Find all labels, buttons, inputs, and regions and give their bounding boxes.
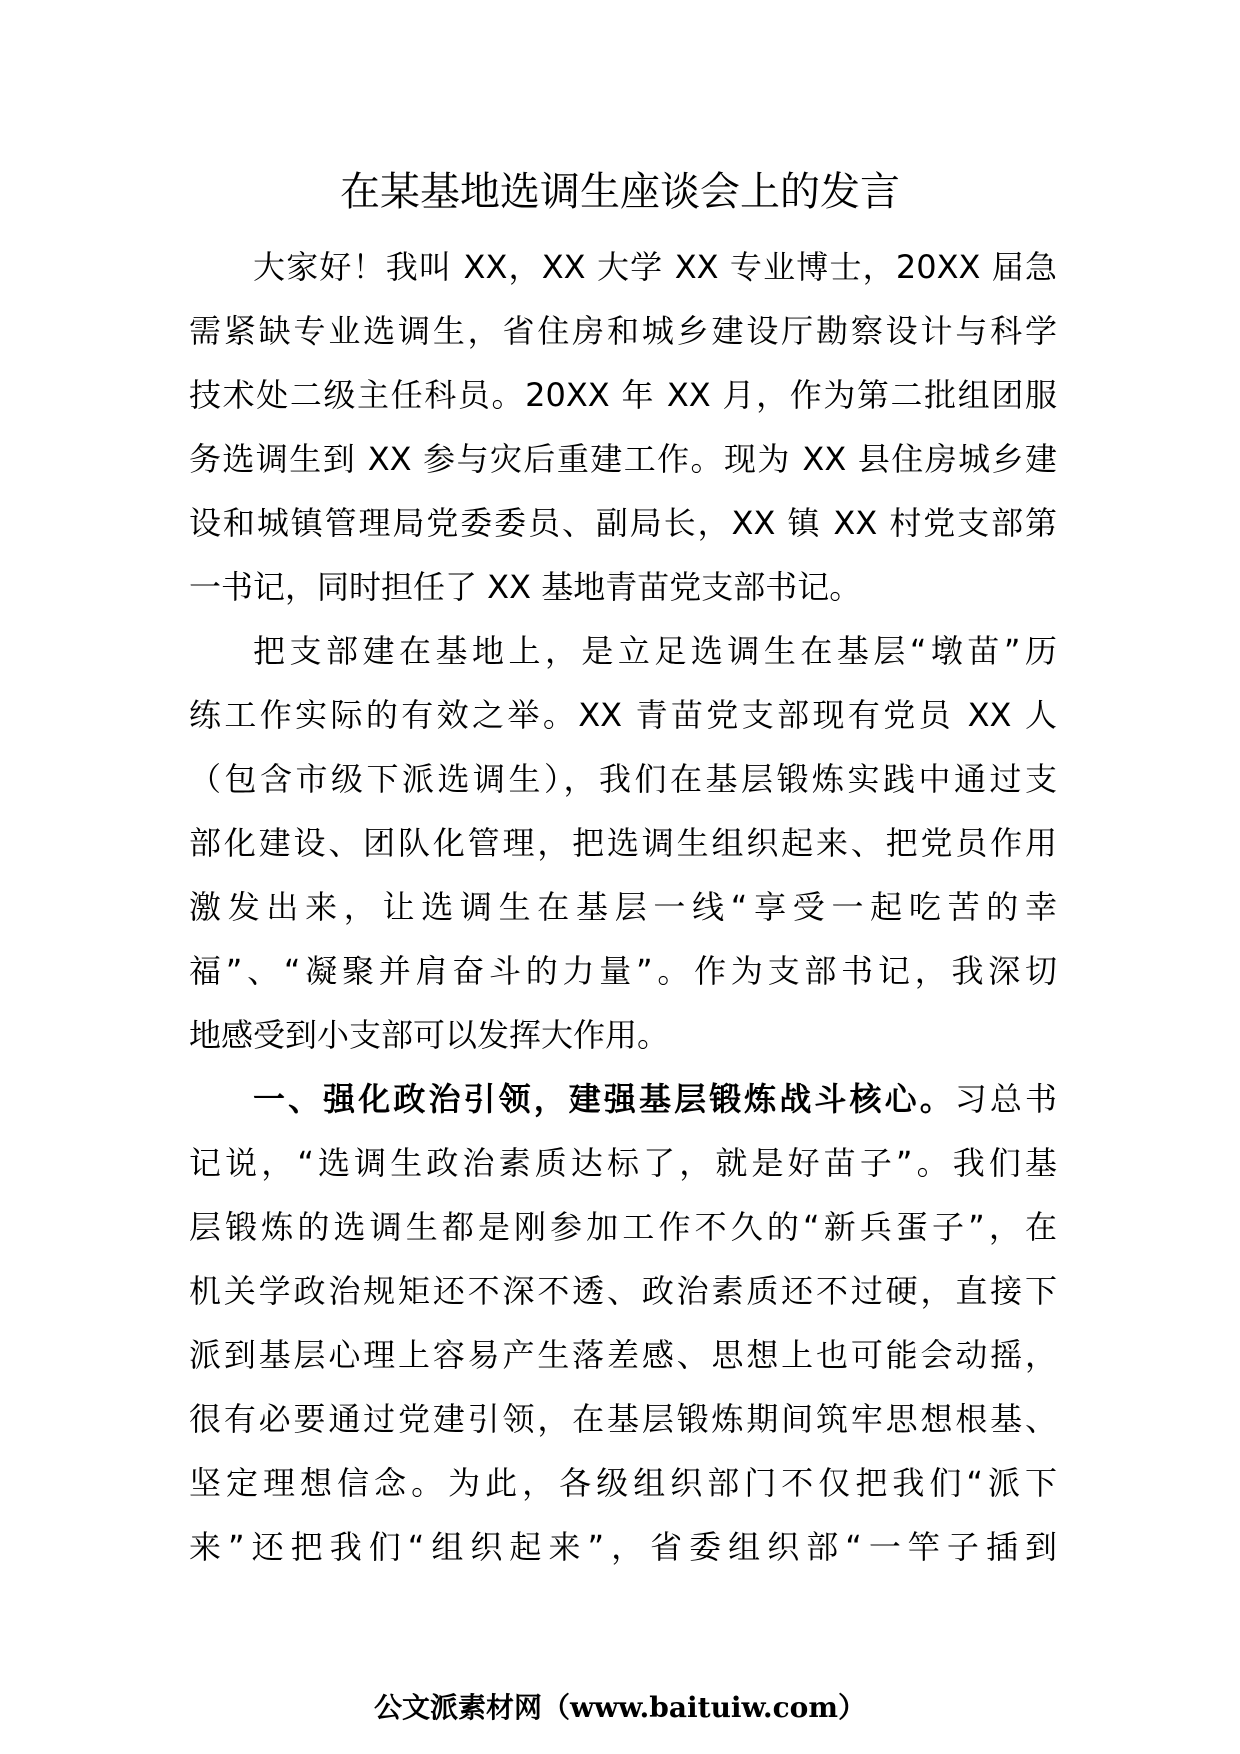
paragraph-3-line-5: 派到基层心理上容易产生落差感、思想上也可能会动摇， [189,1336,1057,1374]
document-title: 在某基地选调生座谈会上的发言 [340,169,900,215]
paragraph-1-line-3: 技术处二级主任科员。20XX 年 XX 月，作为第二批组团服 [189,376,1057,414]
section-heading-1: 一、强化政治引领，建强基层锻炼战斗核心。 [253,1080,955,1118]
paragraph-3-line-7: 坚定理想信念。为此，各级组织部门不仅把我们“派下 [189,1464,1057,1502]
paragraph-1-line-4: 务选调生到 XX 参与灾后重建工作。现为 XX 县住房城乡建 [189,440,1057,478]
paragraph-3-line-8: 来”还把我们“组织起来”，省委组织部“一竿子插到 [189,1528,1057,1566]
paragraph-2-line-1: 把支部建在基地上，是立足选调生在基层“墩苗”历 [253,632,1057,670]
document-body [189,235,1057,1579]
paragraph-3-line-1 [189,1067,1057,1131]
paragraph-2-line-4: 部化建设、团队化管理，把选调生组织起来、把党员作用 [189,824,1057,862]
paragraph-2-line-6: 福”、“凝聚并肩奋斗的力量”。作为支部书记，我深切 [189,952,1057,990]
paragraph-2-line-5: 激发出来，让选调生在基层一线“享受一起吃苦的幸 [189,888,1057,926]
paragraph-1-line-1: 大家好！我叫 XX，XX 大学 XX 专业博士，20XX 届急 [253,248,1057,286]
paragraph-1-line-2: 需紧缺专业选调生，省住房和城乡建设厅勘察设计与科学 [189,312,1057,350]
paragraph-1-line-6: 一书记，同时担任了 XX 基地青苗党支部书记。 [189,568,862,606]
paragraph-1-line-5: 设和城镇管理局党委委员、副局长，XX 镇 XX 村党支部第 [189,504,1057,542]
paragraph-3-line-6: 很有必要通过党建引领，在基层锻炼期间筑牢思想根基、 [189,1400,1057,1438]
paragraph-2-line-7: 地感受到小支部可以发挥大作用。 [189,1016,670,1054]
paragraph-2-line-3: （包含市级下派选调生），我们在基层锻炼实践中通过支 [189,760,1057,798]
paragraph-3-line-4: 机关学政治规矩还不深不透、政治素质还不过硬，直接下 [189,1272,1057,1310]
paragraph-3-line-1-tail: 习总书 [954,1080,1057,1118]
paragraph-3-line-2: 记说，“选调生政治素质达标了，就是好苗子”。我们基 [189,1144,1057,1182]
paragraph-2-line-2: 练工作实际的有效之举。XX 青苗党支部现有党员 XX 人 [189,696,1057,734]
footer-watermark: 公文派素材网（www.baituiw.com） [374,1691,866,1724]
paragraph-3-line-3: 层锻炼的选调生都是刚参加工作不久的“新兵蛋子”，在 [189,1208,1057,1246]
